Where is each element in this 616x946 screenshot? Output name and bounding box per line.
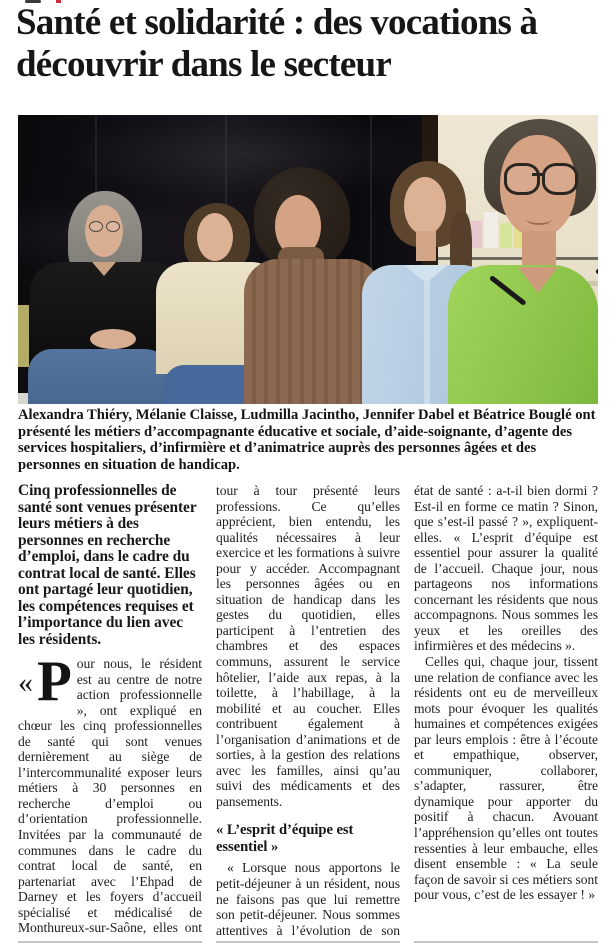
column-bottom-rule <box>414 941 598 943</box>
bench-edge <box>18 305 29 367</box>
person-5-smile <box>526 213 552 225</box>
person-4-neck <box>416 231 436 261</box>
person-1-hands <box>90 329 136 349</box>
shelf-item <box>484 212 498 248</box>
person-1-jeans <box>28 349 174 404</box>
article-photo <box>18 115 598 404</box>
person-2-face <box>197 213 233 261</box>
article-body-columns <box>18 483 598 941</box>
person-5-green-sweater <box>448 265 598 404</box>
drop-cap-letter: P <box>36 650 72 713</box>
person-4-shirt-placket <box>424 281 430 404</box>
column-bottom-rule <box>216 941 400 943</box>
person-5-glasses-bridge <box>532 173 544 176</box>
shelf-item <box>500 223 512 248</box>
person-5-glasses <box>504 163 540 195</box>
person-4-face <box>404 177 446 235</box>
paragraph-quote: « Lorsque nous apportons le petit-déjeuner à un résident, nous ne faisons pas que lui remettre son petit-déjeuner. Nous sommes attentives à l’évolution de son état de santé : a-t-il bien dormi ? Est-il en forme ce matin ? Sinon, que s’est-il passé ? », expliquent-elles. « L’esprit d’équipe est essentiel pour assurer la qualité de l’accueil. Chaque jour, nous partageons nos informations concernant les résidents que nous accompagnons. Nous sommes les yeux et les oreilles des infirmières et des médecins ». <box>216 483 598 938</box>
person-1-face <box>85 205 123 257</box>
opening-quote-mark: « <box>18 666 33 699</box>
section-subhead: « L’esprit d’équipe est essentiel » <box>216 822 354 856</box>
paragraph-closing: Celles qui, chaque jour, tissent une relation de confiance avec les résidents ont eu de merveilleux mots pour évoquer les qualités humaines et compétences exigées par leurs emplois : être à l’écoute et empathique, observer, communiquer, collaborer, s’adapter, rassurer, être dynamique pour apporter du positif à chacun. Avouant l’appréhension qu’elles ont toutes ressenties à leur embauche, elles disent ensemble : « La seule façon de savoir si ces métiers sont pour vous, c’est de les essayer ! » <box>414 654 598 903</box>
lead-paragraph: Cinq professionnelles de santé sont venues présenter leurs métiers à des personnes en recherche d’emploi, dans le cadre du contrat local de santé. Elles ont partagé leur quotidien, les compétences requises et l’importance du lien avec les résidents. <box>18 483 197 648</box>
paragraph-text: our nous, le résident est au centre de notre action professionnelle », ont expliqué en chœur les cinq professionnelles de santé qui sont venues dernièrement au siège de l’intercommunalité exposer leurs métiers à 30 personnes en recherche d’emploi ou d’orientation professionnelle. Invitées par la communauté de communes dans le cadre du contrat local de santé, en partenariat avec l’Ehpad de Darney et les foyers d’accueil spécialisé et médicalisé de Monthureux-sur-Saône, elles ont tour à tour présenté leurs professions. Ce qu’elles apprécient, bien entendu, les qualités nécessaires à leur exercice et les formations à suivre pour y accéder. Accompagnant les personnes âgées ou en situation de handicap dans les gestes du quotidien, elles participent à l’entretien des chambres et des espaces communs, assurent le service hôtelier, l’aide aux repas, à la toilette, à l’habillage, à la mobilité et au coucher. Elles contribuent également à l’organisation d’animations et de sorties, à la gestion des relations avec les familles, ainsi qu’au suivi des médicaments et des pansements. <box>18 483 400 936</box>
person-5-glasses <box>542 163 578 195</box>
photo-caption: Alexandra Thiéry, Mélanie Claisse, Ludmilla Jacintho, Jennifer Dabel et Béatrice Bouglé ont présenté les métiers d’accompagnante éducative et sociale, d’aide-soignante, d’agente des services hospitaliers, d’infirmière et d’animatrice auprès des personnes âgées et des personnes en situation de handicap. <box>18 407 596 473</box>
column-bottom-rule <box>18 941 202 943</box>
person-1-glasses <box>106 221 120 232</box>
article-headline: Santé et solidarité : des vocations à découvrir dans le secteur <box>16 2 538 85</box>
person-1-glasses <box>89 221 103 232</box>
